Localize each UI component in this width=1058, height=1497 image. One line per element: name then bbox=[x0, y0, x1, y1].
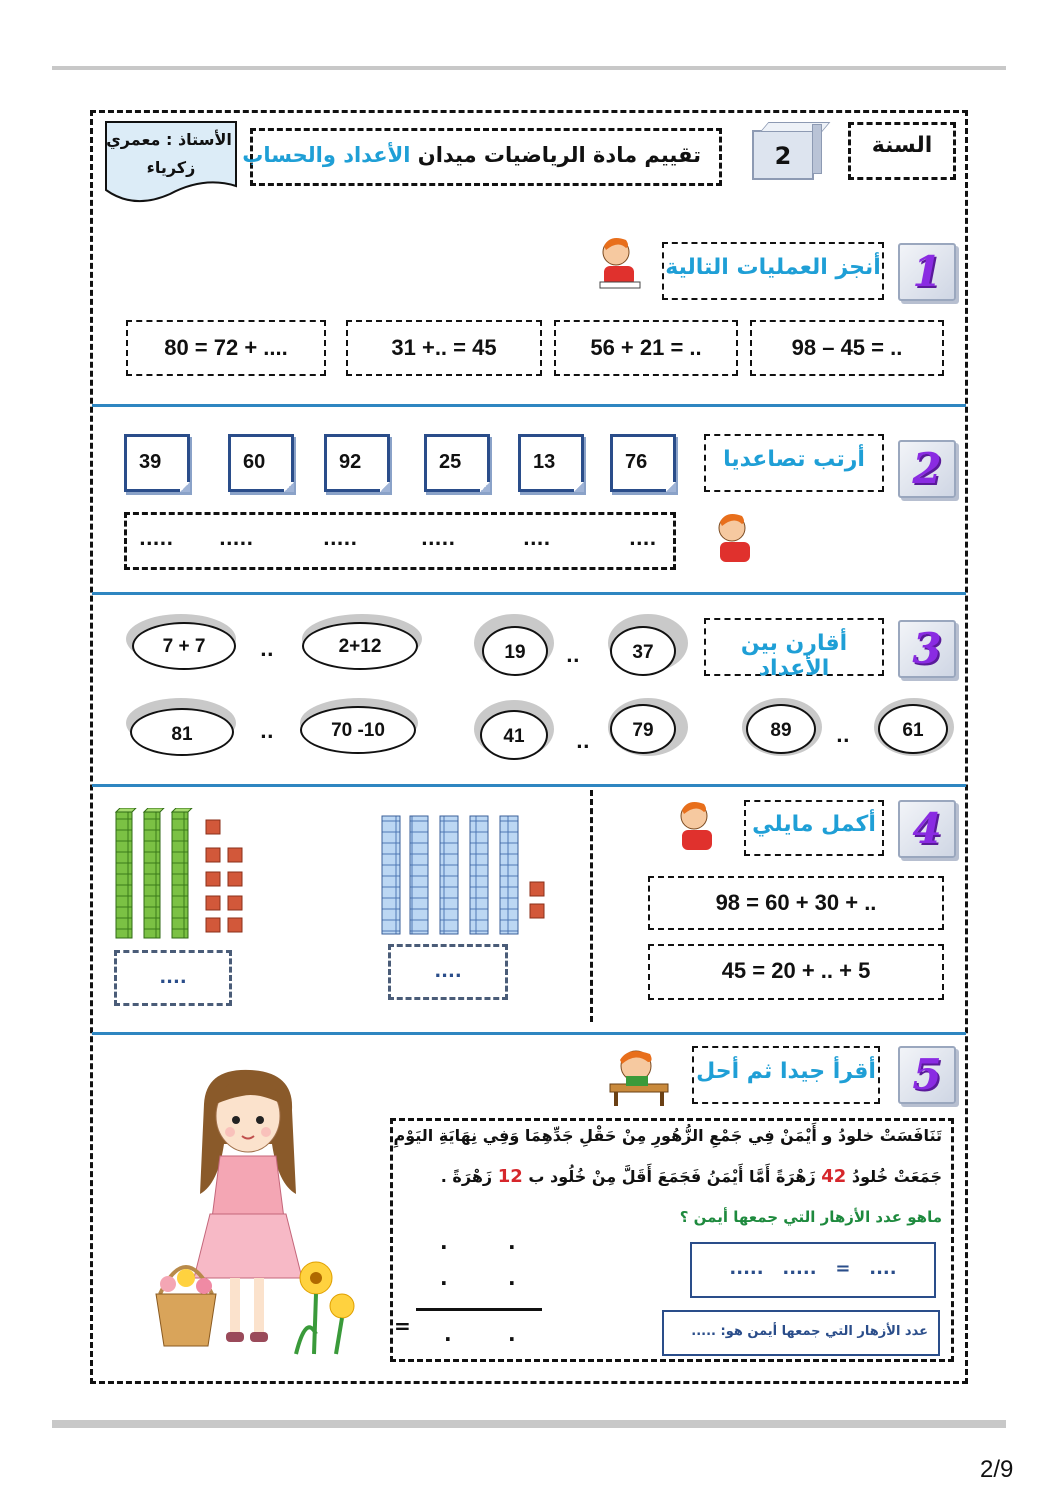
calc-line bbox=[416, 1308, 542, 1311]
answer-dots: .... bbox=[434, 961, 462, 982]
answer-slot: ..... bbox=[219, 529, 254, 550]
calc-digit-slot: . bbox=[508, 1266, 516, 1290]
teacher-line1: الأستاذ : معمري bbox=[106, 130, 232, 149]
compare-slot: .. bbox=[836, 726, 850, 747]
answer-slot: ..... bbox=[421, 529, 456, 550]
story-line-2: جَمَعَتْ خُلودُ 42 زَهْرَةً أَمَّا أَيْمَنُ فَجَمَعَ أَقَلَّ مِنْ خُلُود ب 12 زَهْرَةً . bbox=[440, 1166, 942, 1187]
exercise-3-title: أقارن بين الأعداد bbox=[704, 618, 884, 676]
compare-right-value: 2+12 bbox=[302, 622, 418, 670]
girl-with-flowers-illustration bbox=[146, 1064, 360, 1366]
number-card: 92 bbox=[324, 434, 390, 492]
year-value-cube bbox=[752, 122, 828, 180]
story-number-2: 12 bbox=[497, 1166, 523, 1187]
number-card: 13 bbox=[518, 434, 584, 492]
answer-equation-box bbox=[690, 1242, 936, 1298]
ex4-equation-2: 45 = 20 + .. + 5 bbox=[648, 944, 944, 1000]
answer-equation: ..... ..... = .... bbox=[729, 1258, 897, 1279]
year-value: 2 bbox=[774, 142, 792, 170]
answer-slot: ..... bbox=[323, 529, 358, 550]
compare-left-value: 89 bbox=[746, 704, 816, 754]
teacher-line2: زكرياء bbox=[146, 158, 196, 177]
divider-1 bbox=[92, 404, 966, 407]
header-title bbox=[242, 143, 701, 167]
student-at-desk-icon bbox=[606, 1044, 672, 1108]
number-card: 39 bbox=[124, 434, 190, 492]
boy-writing-icon bbox=[674, 798, 720, 856]
calc-digit-slot: . bbox=[508, 1230, 516, 1254]
compare-left-value: 81 bbox=[130, 708, 234, 756]
top-rule bbox=[52, 66, 1006, 70]
base-ten-blocks-blue bbox=[380, 810, 552, 936]
answer-box-green bbox=[114, 950, 232, 1006]
header-title-part1: تقييم مادة الرياضيات ميدان bbox=[417, 143, 701, 167]
ex1-equation-2: 56 + 21 = .. bbox=[554, 320, 738, 376]
problem-question: ماهو عدد الأزهار التي جمعها أيمن ؟ bbox=[679, 1208, 942, 1226]
story-number-1: 42 bbox=[821, 1166, 847, 1187]
compare-slot: .. bbox=[566, 646, 580, 667]
compare-left-value: 7 + 7 bbox=[132, 622, 236, 670]
ex1-equation-1: 98 – 45 = .. bbox=[750, 320, 944, 376]
exercise-4-split bbox=[590, 790, 593, 1022]
calc-equal-sign: = bbox=[394, 1314, 411, 1338]
calc-digit-slot: . bbox=[440, 1266, 448, 1290]
exercise-2-title: أرتب تصاعديا bbox=[704, 434, 884, 492]
number-card: 60 bbox=[228, 434, 294, 492]
compare-right-value: 61 bbox=[878, 704, 948, 754]
answer-sentence: عدد الأزهار التي جمعها أيمن هو: ..... bbox=[691, 1324, 928, 1339]
exercise-4-title: أكمل مايلي bbox=[744, 800, 884, 856]
answer-slot: .... bbox=[629, 529, 657, 550]
compare-slot: .. bbox=[260, 640, 274, 661]
exercise-5-number: 5 bbox=[898, 1046, 956, 1104]
compare-slot: .. bbox=[260, 722, 274, 743]
ex1-equation-3: 31 +.. = 45 bbox=[346, 320, 542, 376]
calc-digit-slot: . bbox=[444, 1322, 452, 1346]
ordering-answer-box bbox=[124, 512, 676, 570]
exercise-1-number: 1 bbox=[898, 243, 956, 301]
bottom-rule bbox=[52, 1420, 1006, 1428]
calc-digit-slot: . bbox=[440, 1230, 448, 1254]
page-number: 2/9 bbox=[980, 1456, 1014, 1483]
exercise-2-number: 2 bbox=[898, 440, 956, 498]
exercise-3-number: 3 bbox=[898, 620, 956, 678]
boy-writing-icon bbox=[712, 510, 756, 566]
compare-left-value: 41 bbox=[480, 710, 548, 760]
year-box bbox=[848, 122, 956, 180]
boy-writing-icon bbox=[596, 234, 642, 290]
compare-right-value: 79 bbox=[610, 704, 676, 754]
ex1-equation-4: 80 = 72 + .... bbox=[126, 320, 326, 376]
compare-slot: .. bbox=[576, 732, 590, 753]
number-card: 25 bbox=[424, 434, 490, 492]
story-line-1: تَنَافَسَتْ خلودُ و أَيْمَنْ فِي جَمْعِ الزُّهُورِ مِنْ حَقْلِ جَدِّهِمَا وَفِي نِهَايَةِ اليَوْمِ bbox=[393, 1126, 942, 1145]
number-card: 76 bbox=[610, 434, 676, 492]
divider-3 bbox=[92, 784, 966, 787]
year-label: السنة bbox=[871, 133, 933, 158]
answer-dots: .... bbox=[159, 967, 187, 988]
compare-right-value: 37 bbox=[610, 626, 676, 676]
compare-left-value: 19 bbox=[482, 626, 548, 676]
answer-sentence-box bbox=[662, 1310, 940, 1356]
ex4-equation-1: 98 = 60 + 30 + .. bbox=[648, 876, 944, 930]
header-title-part2: الأعداد والحساب bbox=[242, 143, 411, 167]
answer-slot: ..... bbox=[139, 529, 174, 550]
answer-box-blue bbox=[388, 944, 508, 1000]
calc-digit-slot: . bbox=[508, 1322, 516, 1346]
divider-4 bbox=[92, 1032, 966, 1035]
header-title-box bbox=[242, 128, 722, 186]
exercise-4-number: 4 bbox=[898, 800, 956, 858]
divider-2 bbox=[92, 592, 966, 595]
compare-right-value: 70 -10 bbox=[300, 706, 416, 754]
answer-slot: .... bbox=[523, 529, 551, 550]
teacher-tag bbox=[104, 120, 238, 206]
exercise-1-title: أنجز العمليات التالية bbox=[662, 242, 884, 300]
exercise-5-title: أقرأ جيدا ثم أحل bbox=[692, 1046, 880, 1104]
base-ten-blocks-green bbox=[114, 808, 254, 940]
